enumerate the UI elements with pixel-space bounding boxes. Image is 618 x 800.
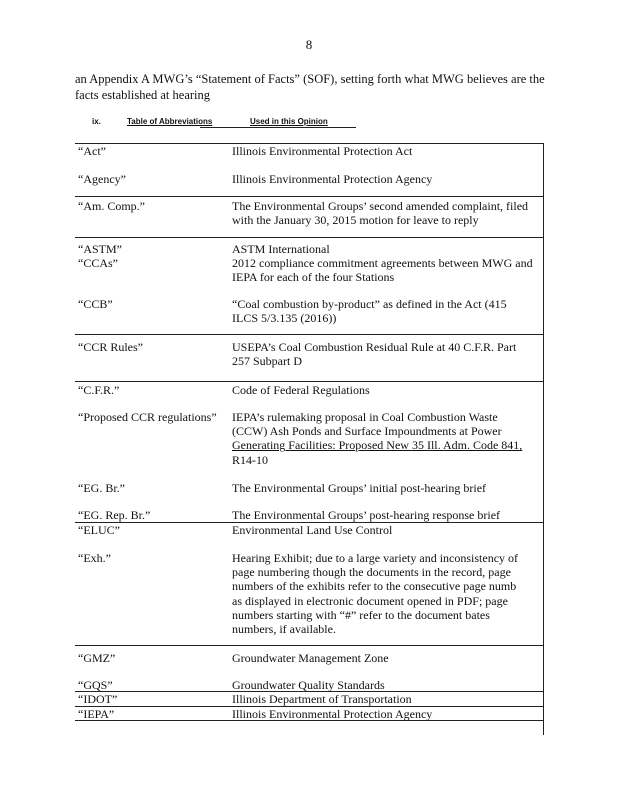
meaning <box>232 172 432 186</box>
meaning <box>232 199 528 227</box>
page-number: 8 <box>305 37 313 52</box>
table-index: ix. <box>92 117 101 126</box>
meaning-line: Hearing Exhibit; due to a large variety and inconsistency of <box>232 551 519 565</box>
intro-paragraph <box>75 71 555 103</box>
meaning-line: Illinois Environmental Protection Act <box>232 144 413 158</box>
meaning <box>232 144 412 158</box>
table-header-col1: Table of Abbreviations <box>127 117 213 126</box>
meaning-line: Illinois Department of Transportation <box>232 692 412 706</box>
meaning <box>232 256 533 284</box>
meaning <box>232 508 500 522</box>
meaning-line: Illinois Environmental Protection Agency <box>232 172 433 186</box>
row-divider <box>75 381 543 382</box>
abbreviation: “ASTM” <box>78 242 122 256</box>
abbreviation: “CCAs” <box>78 256 118 270</box>
meaning <box>232 692 412 706</box>
meaning-line: ILCS 5/3.135 (2016)) <box>232 311 337 326</box>
table-right-border <box>543 143 544 735</box>
abbreviation: “EG. Rep. Br.” <box>78 508 151 522</box>
meaning-line: Groundwater Management Zone <box>232 651 389 665</box>
meaning-line: as displayed in electronic document opened in PDF; page <box>232 593 508 608</box>
intro-line-1: an Appendix A MWG’s “Statement of Facts” (SOF), setting forth what MWG believes are the <box>75 72 545 86</box>
meaning <box>232 297 507 325</box>
meaning-line: The Environmental Groups’ post-hearing response brief <box>232 508 501 522</box>
table-header-col2: Used in this Opinion <box>250 117 328 126</box>
abbreviation: “C.F.R.” <box>78 383 120 397</box>
meaning-line: numbers starting with “#” refer to the document bates <box>232 607 490 622</box>
meaning-line: Illinois Environmental Protection Agency <box>232 707 433 721</box>
meaning-line: numbers, if available. <box>232 622 336 637</box>
meaning-line: ASTM International <box>232 242 330 256</box>
abbreviation: “IEPA” <box>78 707 115 721</box>
abbreviation: “Exh.” <box>78 551 111 565</box>
meaning <box>232 523 392 537</box>
meaning-line: IEPA’s rulemaking proposal in Coal Combustion Waste <box>232 410 498 424</box>
meaning <box>232 481 486 495</box>
meaning <box>232 651 389 665</box>
meaning <box>232 551 543 636</box>
meaning <box>232 410 522 467</box>
meaning-line: The Environmental Groups’ initial post-hearing brief <box>232 481 487 495</box>
abbreviation: “Proposed CCR regulations” <box>78 410 217 424</box>
meaning <box>232 383 370 397</box>
meaning-line: page numbering though the documents in the record, page <box>232 565 511 580</box>
meaning-line: Environmental Land Use Control <box>232 523 393 537</box>
meaning-line: IEPA for each of the four Stations <box>232 270 395 285</box>
meaning-line: (CCW) Ash Ponds and Surface Impoundments at Power <box>232 424 502 439</box>
meaning-line: with the January 30, 2015 motion for leave to reply <box>232 213 479 228</box>
intro-line-2: facts established at hearing <box>75 88 211 102</box>
abbreviation: “EG. Br.” <box>78 481 125 495</box>
meaning <box>232 707 432 721</box>
meaning-line: 257 Subpart D <box>232 354 302 369</box>
row-divider <box>75 196 543 197</box>
meaning-line: “Coal combustion by-product” as defined in the Act (415 <box>232 297 507 311</box>
meaning-line: Groundwater Quality Standards <box>232 678 385 692</box>
abbreviation: “CCR Rules” <box>78 340 143 354</box>
meaning-line: 2012 compliance commitment agreements between MWG and <box>232 256 533 270</box>
abbreviation: “Am. Comp.” <box>78 199 145 213</box>
meaning <box>232 340 516 368</box>
meaning <box>232 678 385 692</box>
row-divider <box>75 334 543 335</box>
meaning-line: USEPA’s Coal Combustion Residual Rule at 40 C.F.R. Part <box>232 340 517 354</box>
header-rule <box>200 127 356 128</box>
meaning <box>232 242 330 256</box>
abbreviation: “Act” <box>78 144 106 158</box>
meaning-line: numbers of the exhibits refer to the consecutive page numb <box>232 579 517 594</box>
row-divider <box>75 645 543 646</box>
meaning-line: Generating Facilities: Proposed New 35 Ill. Adm. Code 841, <box>232 438 523 453</box>
meaning-line: The Environmental Groups’ second amended complaint, filed <box>232 199 529 213</box>
meaning-line: R14-10 <box>232 452 268 467</box>
abbreviation: “GMZ” <box>78 651 116 665</box>
abbreviation: “GQS” <box>78 678 113 692</box>
row-divider <box>75 237 543 238</box>
abbreviation: “ELUC” <box>78 523 120 537</box>
abbreviation: “CCB” <box>78 297 113 311</box>
meaning-line: Code of Federal Regulations <box>232 383 370 397</box>
abbreviation: “Agency” <box>78 172 126 186</box>
abbreviation: “IDOT” <box>78 692 118 706</box>
